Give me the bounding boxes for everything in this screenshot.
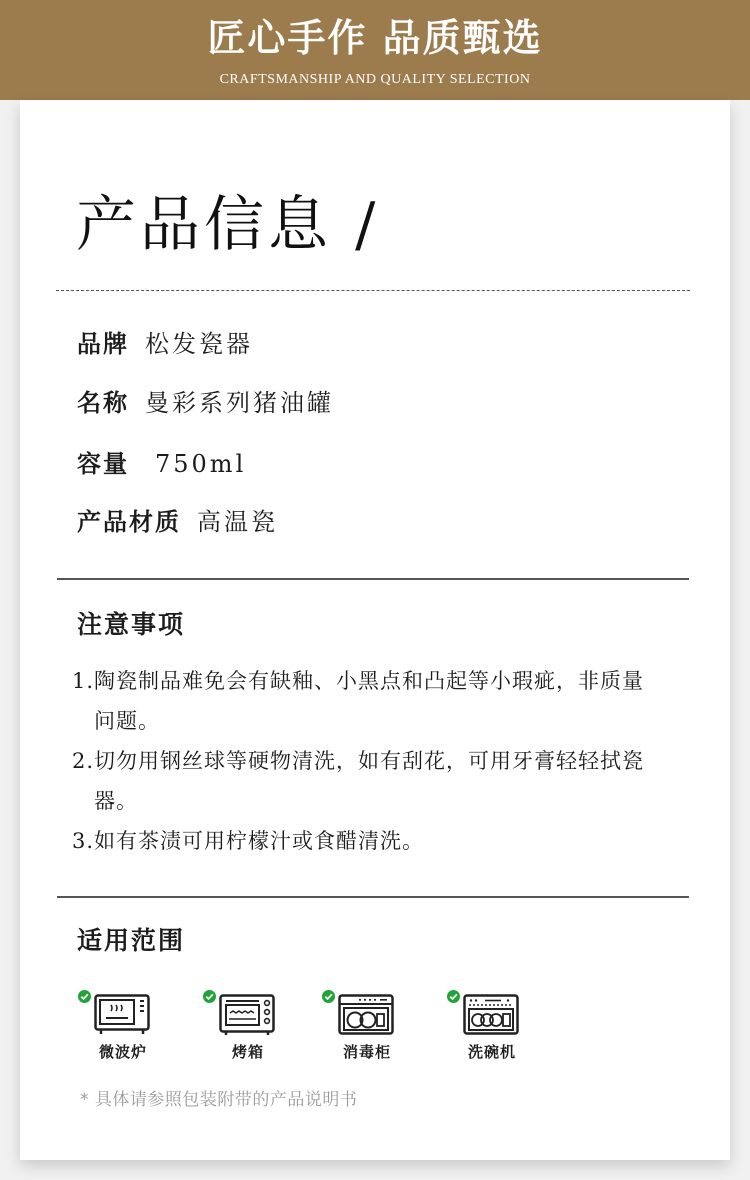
info-row-material bbox=[77, 502, 278, 542]
header-banner bbox=[0, 0, 750, 100]
dishwasher-icon bbox=[463, 994, 519, 1036]
note-text: 切勿用钢丝球等硬物清洗，如有刮花，可用牙膏轻轻拭瓷器。 bbox=[94, 749, 644, 813]
banner-subtitle: CRAFTSMANSHIP AND QUALITY SELECTION bbox=[219, 72, 531, 87]
note-number: 3. bbox=[72, 829, 95, 853]
info-label: 产品材质 bbox=[77, 508, 181, 536]
oven-icon bbox=[219, 994, 275, 1036]
info-label: 品牌 bbox=[77, 330, 129, 358]
info-value: 高温瓷 bbox=[197, 508, 278, 536]
note-number: 2. bbox=[72, 749, 95, 773]
note-text: 陶瓷制品难免会有缺釉、小黑点和凸起等小瑕疵，非质量问题。 bbox=[94, 669, 644, 733]
info-value: 750ml bbox=[155, 450, 247, 478]
footnote: * 具体请参照包装附带的产品说明书 bbox=[80, 1090, 358, 1110]
note-item bbox=[72, 821, 654, 861]
check-icon bbox=[203, 990, 216, 1003]
info-value: 松发瓷器 bbox=[145, 330, 253, 358]
info-label: 容量 bbox=[77, 450, 129, 478]
info-value: 曼彩系列猪油罐 bbox=[145, 389, 334, 417]
usage-title: 适用范围 bbox=[77, 926, 186, 955]
info-row-brand bbox=[77, 324, 253, 364]
note-item bbox=[72, 741, 654, 821]
check-icon bbox=[78, 990, 91, 1003]
dashed-divider bbox=[56, 290, 690, 291]
appliance-label: 洗碗机 bbox=[467, 1043, 516, 1061]
note-text: 如有茶渍可用柠檬汁或食醋清洗。 bbox=[94, 829, 424, 853]
note-number: 1. bbox=[72, 669, 95, 693]
banner-title: 匠心手作 品质甄选 bbox=[207, 16, 543, 60]
section-divider bbox=[57, 578, 689, 580]
notes-title: 注意事项 bbox=[77, 610, 186, 639]
page-title: 产品信息 / bbox=[76, 190, 380, 260]
appliance-label: 烤箱 bbox=[231, 1043, 264, 1061]
check-icon bbox=[447, 990, 460, 1003]
appliance-label: 消毒柜 bbox=[342, 1043, 391, 1061]
info-row-capacity bbox=[77, 444, 246, 484]
check-icon bbox=[322, 990, 335, 1003]
microwave-icon bbox=[94, 994, 150, 1036]
info-label: 名称 bbox=[77, 389, 129, 417]
note-item bbox=[72, 661, 654, 741]
appliance-label: 微波炉 bbox=[98, 1043, 147, 1061]
info-row-name bbox=[77, 383, 334, 423]
section-divider bbox=[57, 896, 689, 898]
sterilizer-cabinet-icon bbox=[338, 994, 394, 1036]
